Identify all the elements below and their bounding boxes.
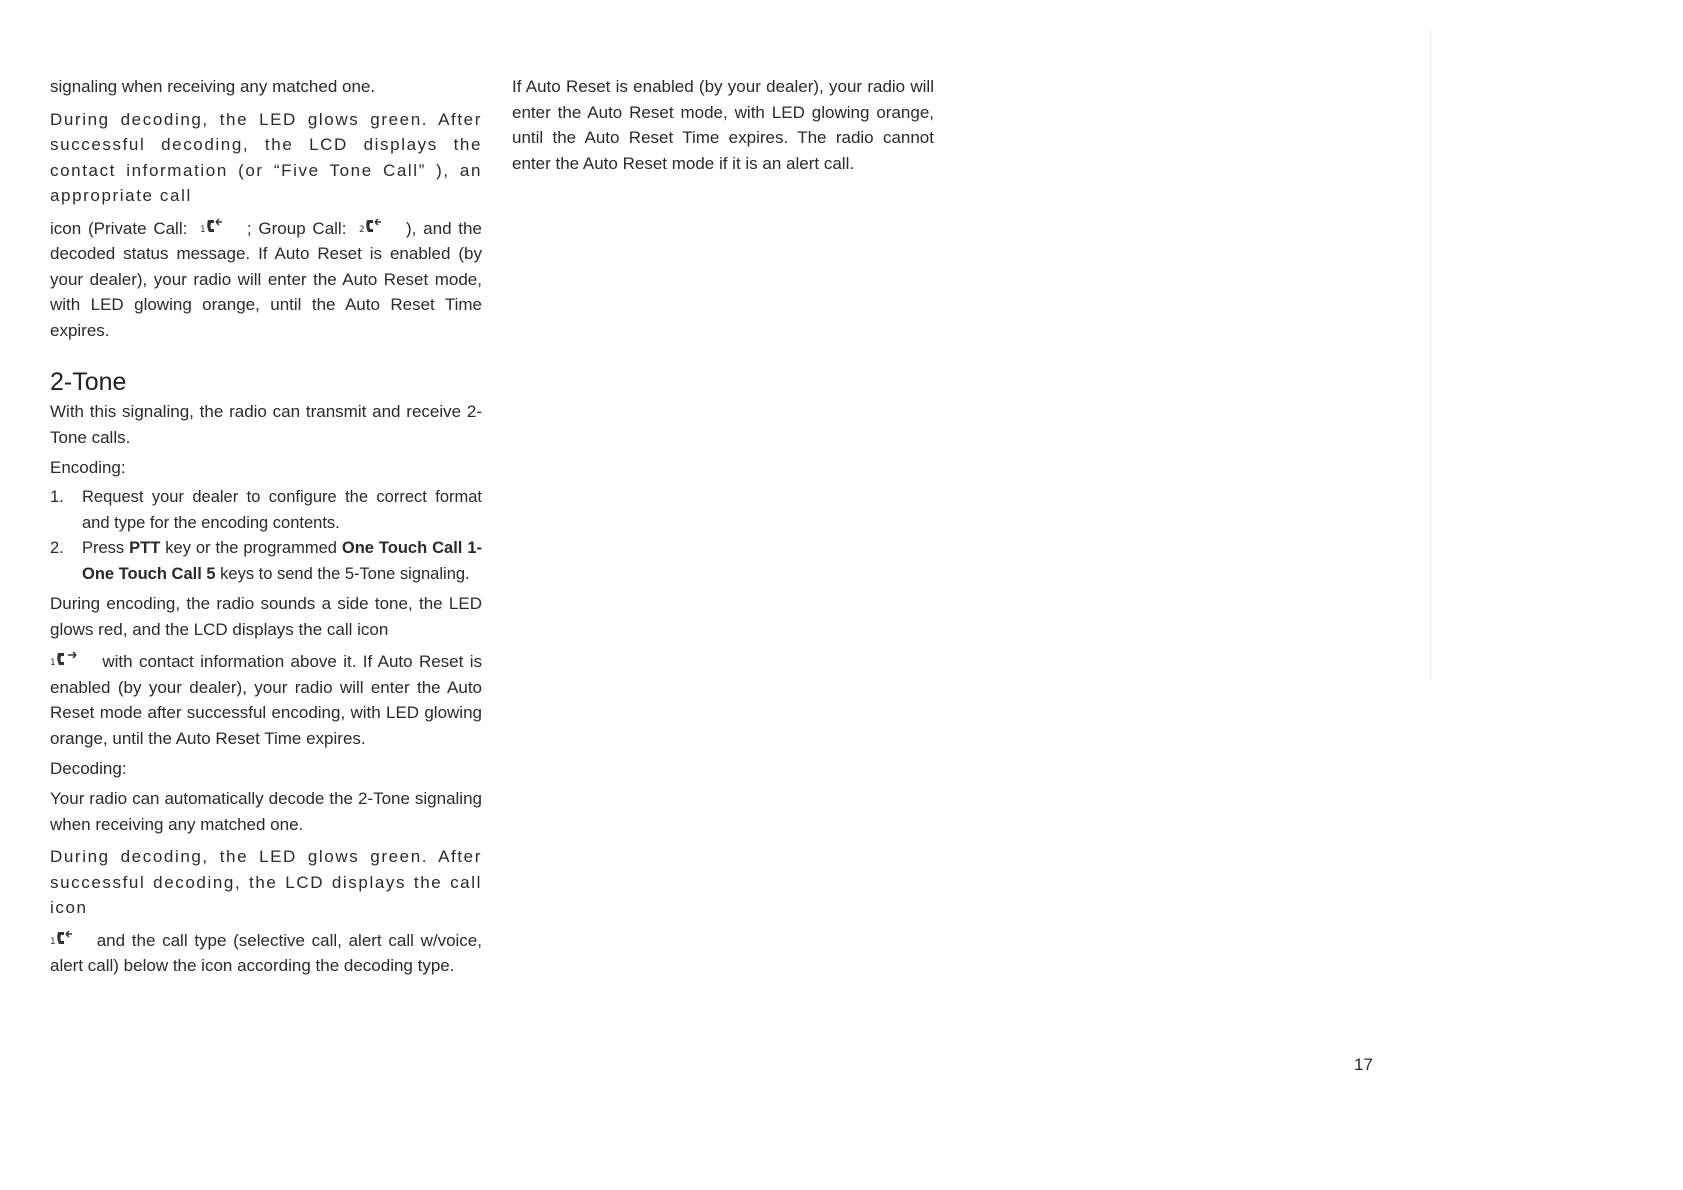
decoding-paragraph-2: During decoding, the LED glows green. After successful decoding, the LCD displays the call icon — [50, 847, 482, 917]
icon-text-a: icon (Private Call: — [50, 218, 188, 238]
encoding-label: Encoding: — [50, 458, 126, 477]
call-receive-icon — [50, 928, 84, 948]
paragraph-icons — [50, 216, 482, 344]
left-column — [50, 74, 482, 986]
svg-text:2: 2 — [359, 224, 365, 235]
list-item — [50, 536, 482, 587]
icon-text-b: ; Group Call: — [246, 218, 347, 238]
paragraph-matched: signaling when receiving any matched one. — [50, 77, 376, 96]
paragraph-auto-reset: If Auto Reset is enabled (by your dealer), your radio will enter the Auto Reset mode, with LED glowing orange, until the Auto Reset Time expires. The radio cannot enter the Auto Reset mode if it is an alert call. — [512, 77, 934, 173]
encoding-text: with contact information above it. If Auto Reset is enabled (by your dealer), your radio will enter the Auto Reset mode after successful encoding, with LED glowing orange, until the Auto Reset Time expires. — [50, 652, 482, 748]
step-number: 1. — [50, 488, 64, 506]
ptt-key-label: PTT — [129, 539, 161, 557]
encoding-steps — [50, 485, 482, 587]
right-column — [512, 74, 934, 183]
step2-text-a: Press — [82, 539, 125, 557]
step-text — [82, 536, 482, 587]
step-number: 2. — [50, 539, 64, 557]
svg-text:1: 1 — [50, 936, 56, 947]
page-number: 17 — [1354, 1055, 1373, 1074]
section-title: 2-Tone — [50, 368, 127, 396]
decoding-paragraph-3 — [50, 928, 482, 979]
svg-text:1: 1 — [200, 224, 206, 235]
decoding-label: Decoding: — [50, 759, 127, 778]
icon-text-c: ), and the decoded status message. If Auto Reset is enabled (by your dealer), your radio will enter the Auto Reset mode, with LED glowing orange, until the Auto Reset Time expires. — [50, 218, 482, 340]
encoding-paragraph: During encoding, the radio sounds a side tone, the LED glows red, and the LCD displays the call icon — [50, 594, 482, 639]
private-call-icon — [200, 216, 234, 236]
svg-text:1: 1 — [50, 658, 56, 668]
encoding-paragraph-2 — [50, 649, 482, 751]
list-item — [50, 485, 482, 536]
page-fold-line — [1430, 30, 1431, 680]
step2-text-c: keys to send the 5-Tone signaling. — [220, 564, 470, 583]
call-send-icon — [50, 649, 90, 669]
step-text: Request your dealer to configure the correct format and type for the encoding contents. — [82, 488, 482, 532]
section-intro: With this signaling, the radio can transmit and receive 2-Tone calls. — [50, 402, 482, 447]
decoding-text: and the call type (selective call, alert call w/voice, alert call) below the icon according the decoding type. — [50, 930, 482, 975]
decoding-paragraph: Your radio can automatically decode the 2-Tone signaling when receiving any matched one. — [50, 789, 482, 834]
one-touch-keys-label: One Touch Call 1-One Touch Call 5 — [82, 539, 482, 583]
step2-text-b: key or the programmed — [165, 539, 337, 557]
group-call-icon — [359, 216, 393, 236]
paragraph-decoding: During decoding, the LED glows green. After successful decoding, the LCD displays the contact information (or “Five Tone Call” ), an appropriate call — [50, 109, 482, 205]
